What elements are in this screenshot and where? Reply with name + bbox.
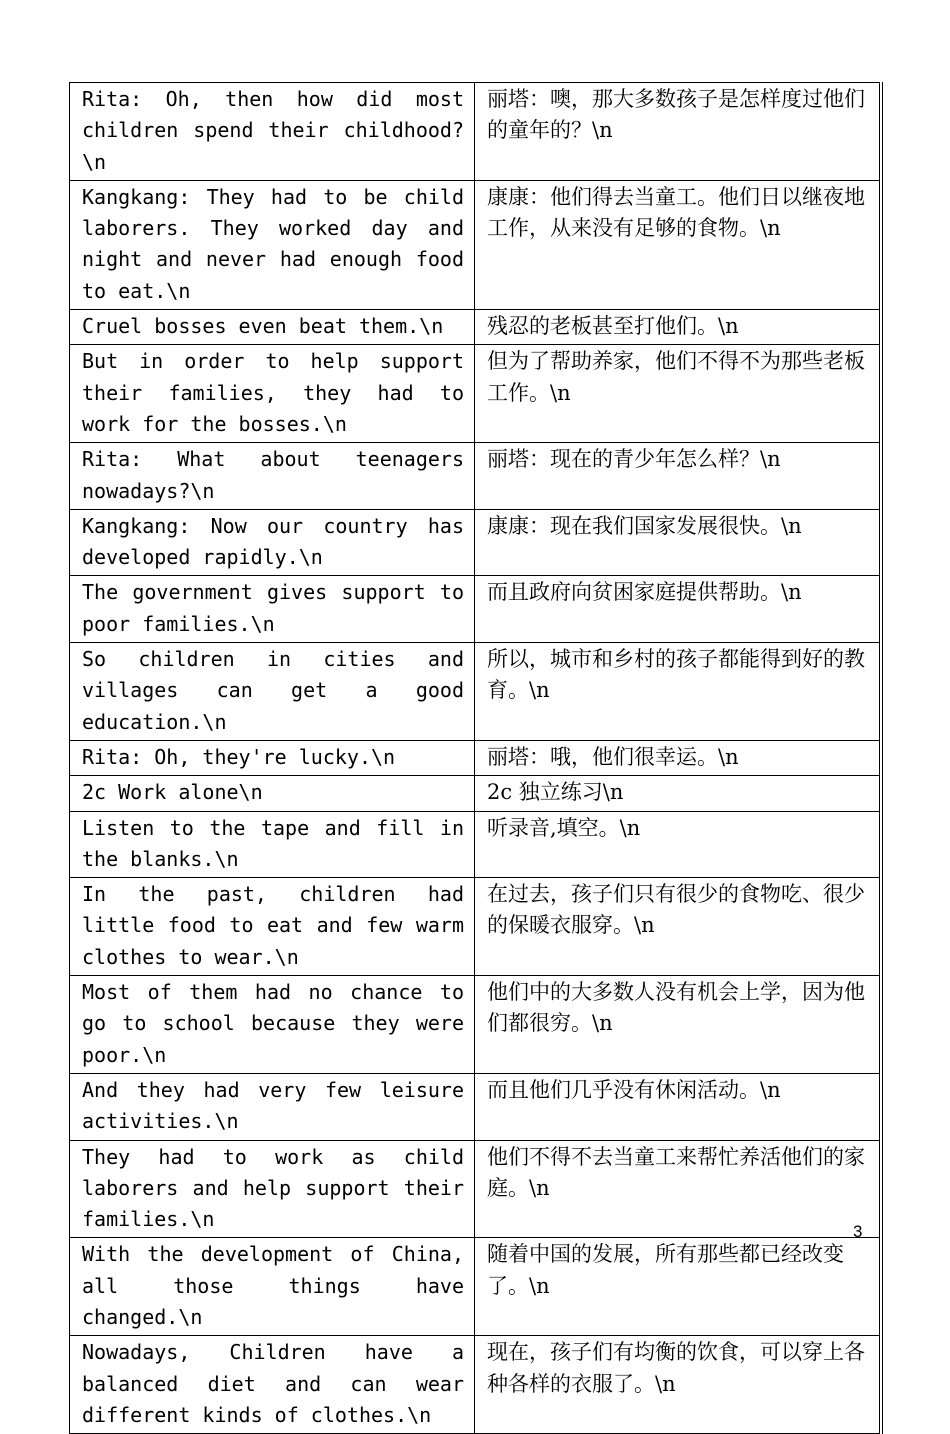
- english-cell: But in order to help support their families, they had to work for the bosses.\n: [70, 345, 475, 443]
- chinese-cell: 而且政府向贫困家庭提供帮助。\n: [475, 576, 882, 643]
- chinese-cell: 丽塔：哦，他们很幸运。\n: [475, 740, 882, 775]
- table-row: [70, 1073, 882, 1140]
- english-cell: The government gives support to poor families.\n: [70, 576, 475, 643]
- chinese-cell: 随着中国的发展，所有那些都已经改变了。\n: [475, 1238, 882, 1336]
- chinese-cell: 残忍的老板甚至打他们。\n: [475, 310, 882, 345]
- chinese-cell: 现在，孩子们有均衡的饮食，可以穿上各种各样的衣服了。\n: [475, 1336, 882, 1434]
- table-row: [70, 1140, 882, 1238]
- english-cell: Kangkang: They had to be child laborers. They worked day and night and never had enough food to eat.\n: [70, 180, 475, 309]
- english-cell: So children in cities and villages can get a good education.\n: [70, 643, 475, 741]
- chinese-cell: 但为了帮助养家，他们不得不为那些老板工作。\n: [475, 345, 882, 443]
- chinese-cell: 丽塔：噢，那大多数孩子是怎样度过他们的童年的？\n: [475, 83, 882, 181]
- translation-table: [69, 82, 883, 1434]
- table-row: [70, 643, 882, 741]
- chinese-cell: 而且他们几乎没有休闲活动。\n: [475, 1073, 882, 1140]
- table-row: [70, 509, 882, 576]
- table-row: [70, 443, 882, 510]
- english-cell: In the past, children had little food to eat and few warm clothes to wear.\n: [70, 878, 475, 976]
- chinese-cell: 康康：他们得去当童工。他们日以继夜地工作，从来没有足够的食物。\n: [475, 180, 882, 309]
- table-row: [70, 776, 882, 811]
- chinese-cell: 他们不得不去当童工来帮忙养活他们的家庭。\n: [475, 1140, 882, 1238]
- chinese-cell: 2c 独立练习\n: [475, 776, 882, 811]
- english-cell: 2c Work alone\n: [70, 776, 475, 811]
- table-row: [70, 345, 882, 443]
- english-cell: Kangkang: Now our country has developed rapidly.\n: [70, 509, 475, 576]
- translation-table-body: [70, 83, 882, 1434]
- table-row: [70, 740, 882, 775]
- english-cell: Listen to the tape and fill in the blanks.\n: [70, 811, 475, 878]
- page-number: 3: [853, 1222, 863, 1241]
- english-cell: Rita: Oh, then how did most children spend their childhood?\n: [70, 83, 475, 181]
- table-row: [70, 1336, 882, 1434]
- english-cell: Rita: What about teenagers nowadays?\n: [70, 443, 475, 510]
- chinese-cell: 所以，城市和乡村的孩子都能得到好的教育。\n: [475, 643, 882, 741]
- table-row: [70, 576, 882, 643]
- english-cell: Rita: Oh, they're lucky.\n: [70, 740, 475, 775]
- chinese-cell: 他们中的大多数人没有机会上学，因为他们都很穷。\n: [475, 976, 882, 1074]
- table-row: [70, 1238, 882, 1336]
- chinese-cell: 丽塔：现在的青少年怎么样？\n: [475, 443, 882, 510]
- english-cell: Most of them had no chance to go to school because they were poor.\n: [70, 976, 475, 1074]
- table-row: [70, 83, 882, 181]
- english-cell: Nowadays, Children have a balanced diet and can wear different kinds of clothes.\n: [70, 1336, 475, 1434]
- chinese-cell: 在过去，孩子们只有很少的食物吃、很少的保暖衣服穿。\n: [475, 878, 882, 976]
- english-cell: And they had very few leisure activities.\n: [70, 1073, 475, 1140]
- table-row: [70, 976, 882, 1074]
- table-row: [70, 878, 882, 976]
- chinese-cell: 听录音,填空。\n: [475, 811, 882, 878]
- table-row: [70, 180, 882, 309]
- table-row: [70, 310, 882, 345]
- english-cell: Cruel bosses even beat them.\n: [70, 310, 475, 345]
- table-row: [70, 811, 882, 878]
- chinese-cell: 康康：现在我们国家发展很快。\n: [475, 509, 882, 576]
- english-cell: With the development of China, all those things have changed.\n: [70, 1238, 475, 1336]
- english-cell: They had to work as child laborers and help support their families.\n: [70, 1140, 475, 1238]
